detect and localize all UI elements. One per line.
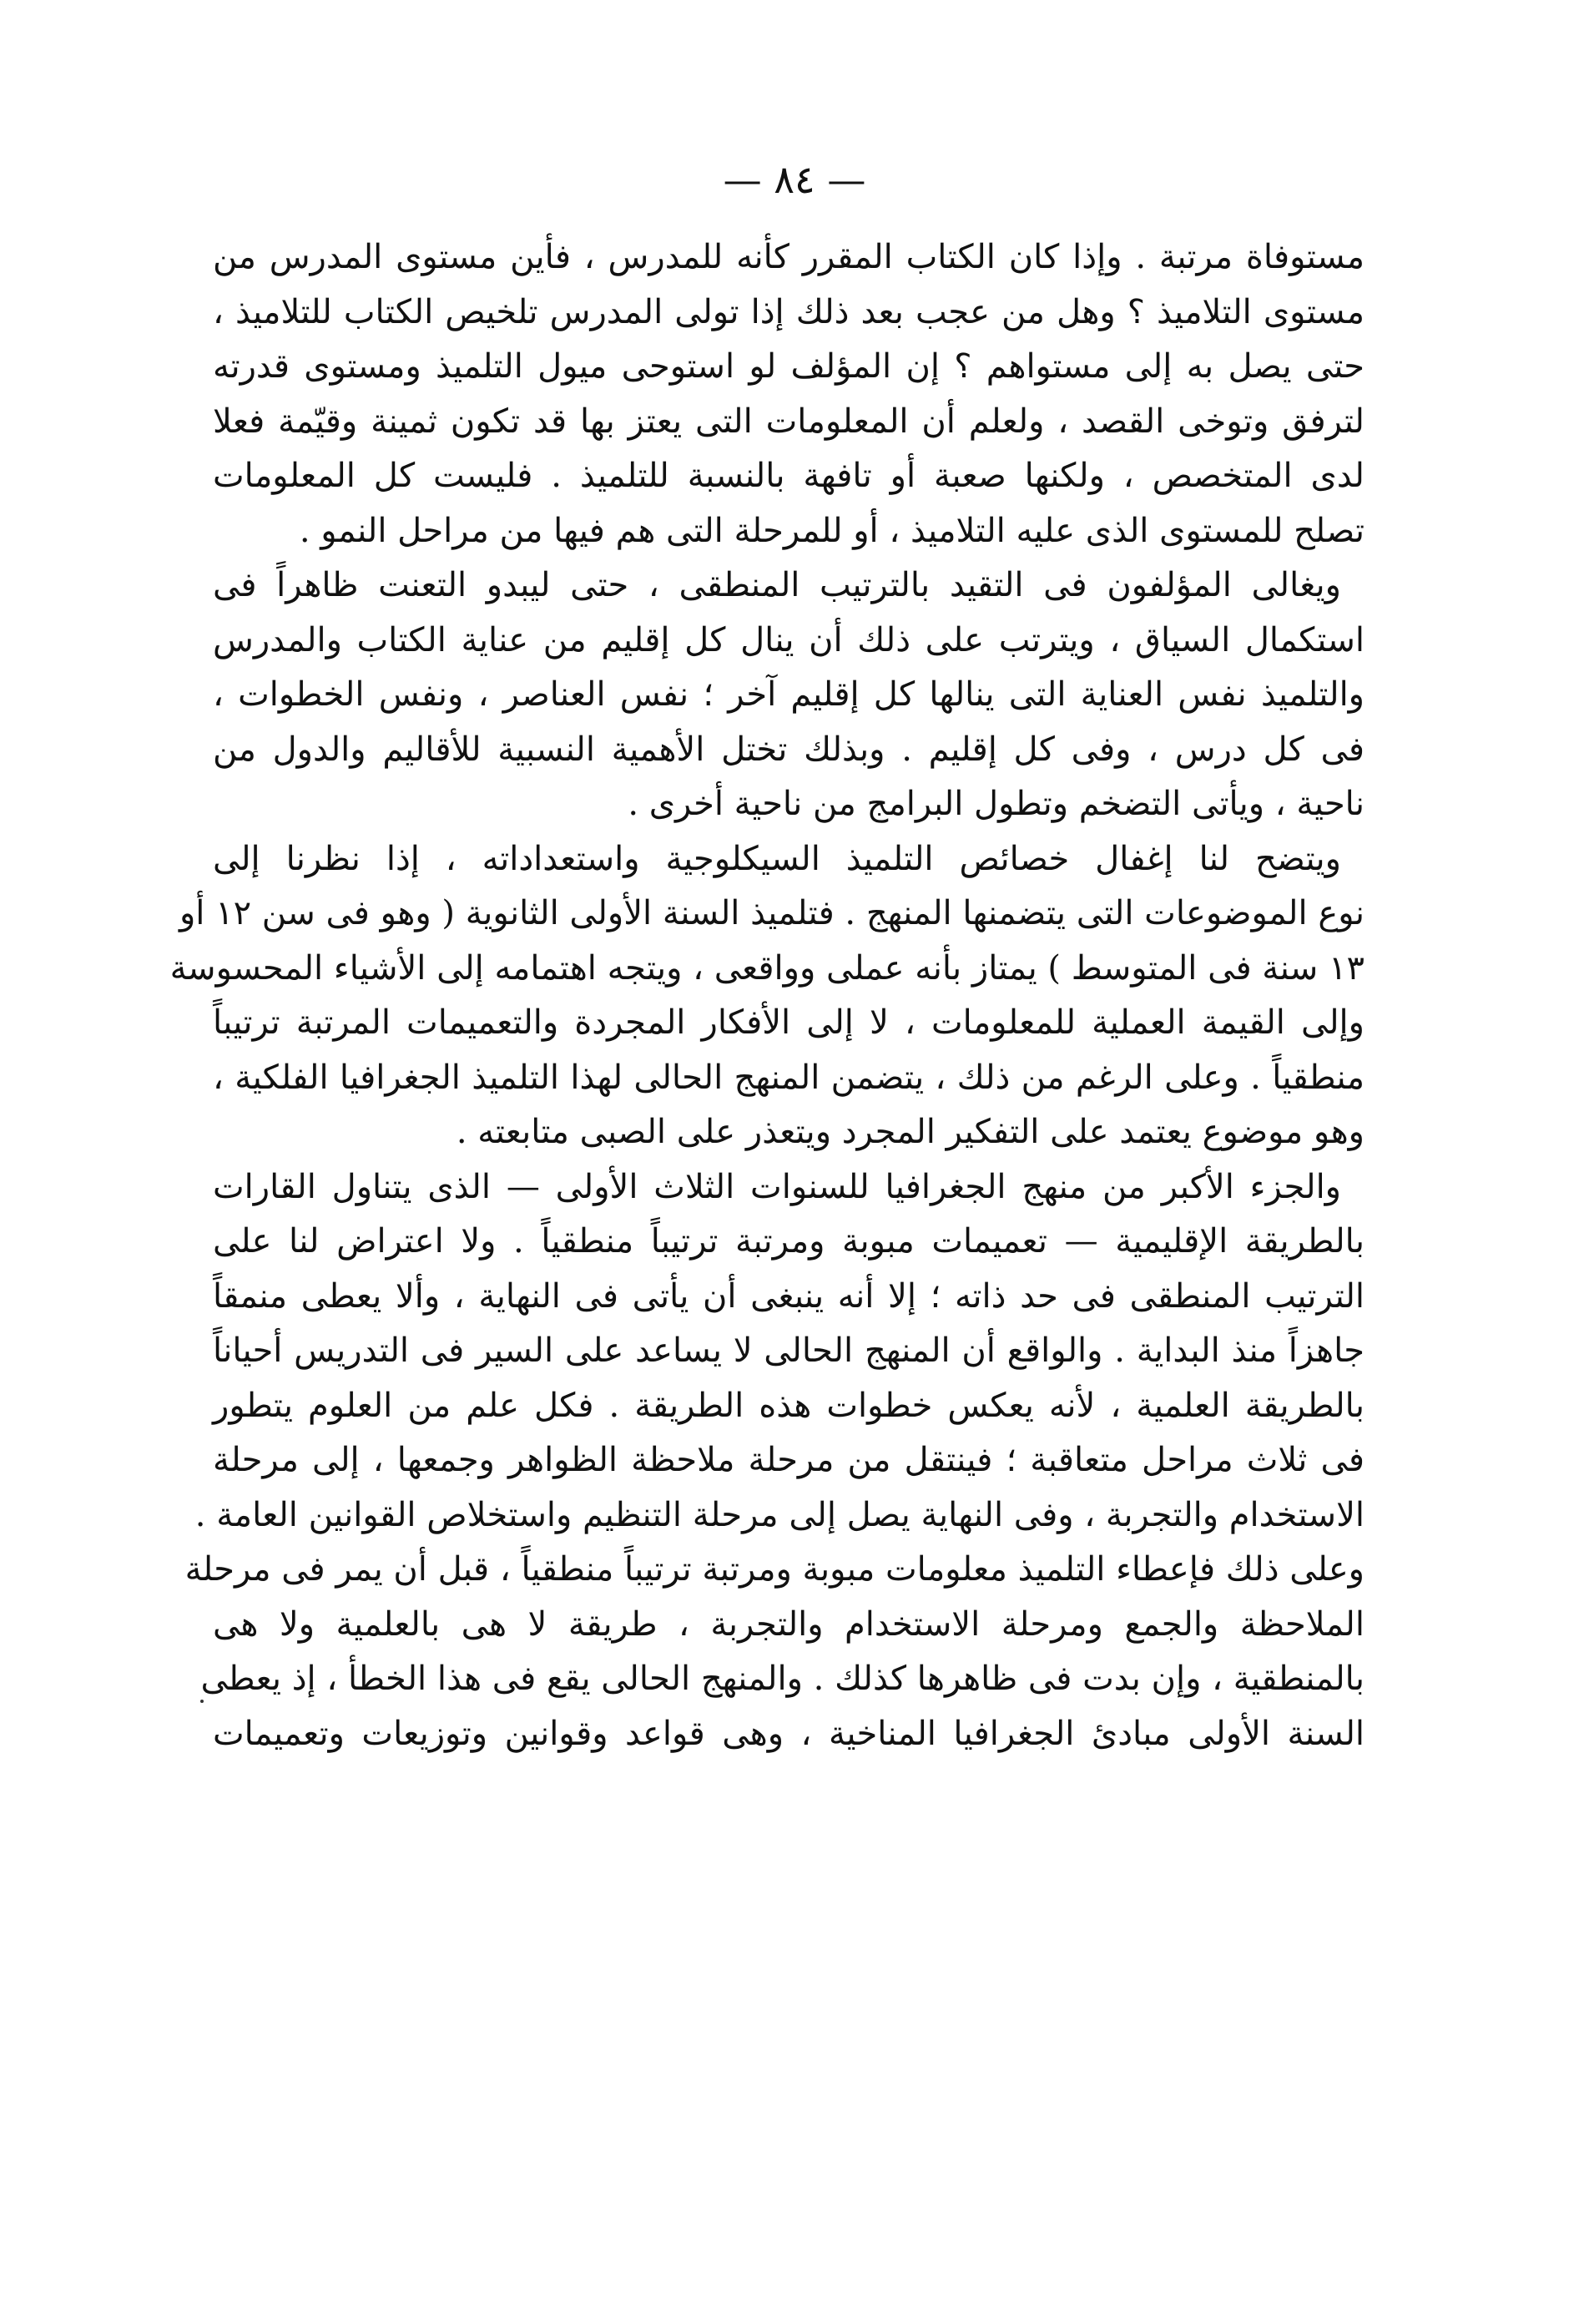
text-line: ناحية ، ويأتى التضخم وتطول البرامج من ناحية أخرى . [628,785,1365,823]
text-line: منطقياً . وعلى الرغم من ذلك ، يتضمن المنهج الحالى لهذا التلميذ الجغرافيا الفلكية ، [213,1058,1365,1097]
paragraph-first-line: ويتضح لنا إغفال خصائص التلميذ السيكلوجية واستعداداته ، إذا نظرنا إلى [213,839,1341,878]
text-line: تصلح للمستوى الذى عليه التلاميذ ، أو للمرحلة التى هم فيها من مراحل النمو . [299,511,1365,550]
text-line: استكمال السياق ، ويترتب على ذلك أن ينال كل إقليم من عناية الكتاب والمدرس [213,620,1365,659]
text-line: مستوفاة مرتبة . وإذا كان الكتاب المقرر كأنه للمدرس ، فأين مستوى المدرس من [213,238,1365,276]
text-line: جاهزاً منذ البداية . والواقع أن المنهج الحالى لا يساعد على السير فى التدريس أحياناً [213,1331,1365,1370]
text-line: وعلى ذلك فإعطاء التلميذ معلومات مبوبة ومرتبة ترتيباً منطقياً ، قبل أن يمر فى مرحلة [184,1550,1365,1589]
text-line: وهو موضوع يعتمد على التفكير المجرد ويتعذر على الصبى متابعته . [456,1113,1365,1151]
text-line: حتى يصل به إلى مستواهم ؟ إن المؤلف لو استوحى ميول التلميذ ومستوى قدرته [213,347,1365,386]
page-number: — ٨٤ — [723,157,866,202]
text-line: فى كل درس ، وفى كل إقليم . وبذلك تختل الأهمية النسبية للأقاليم والدول من [213,730,1365,769]
text-line: وإلى القيمة العملية للمعلومات ، لا إلى الأفكار المجردة والتعميمات المرتبة ترتيباً [213,1003,1365,1042]
text-line: بالطريقة الإقليمية — تعميمات مبوبة ومرتبة ترتيباً منطقياً . ولا اعتراض لنا على [213,1222,1365,1261]
text-line: السنة الأولى مبادئ الجغرافيا المناخية ، وهى قواعد وقوانين وتوزيعات وتعميمات [213,1714,1365,1753]
scan-speck [200,1700,204,1703]
text-line: ١٣ سنة فى المتوسط ) يمتاز بأنه عملى وواقعى ، ويتجه اهتمامه إلى الأشياء المحسوسة [169,948,1365,988]
text-line: الترتيب المنطقى فى حد ذاته ؛ إلا أنه ينبغى أن يأتى فى النهاية ، وألا يعطى منمقاً [213,1276,1365,1316]
text-line: والتلميذ نفس العناية التى ينالها كل إقليم آخر ؛ نفس العناصر ، ونفس الخطوات ، [213,675,1365,714]
text-line: بالطريقة العلمية ، لأنه يعكس خطوات هذه الطريقة . فكل علم من العلوم يتطور [213,1386,1365,1425]
text-line: فى ثلاث مراحل متعاقبة ؛ فينتقل من مرحلة ملاحظة الظواهر وجمعها ، إلى مرحلة [213,1441,1365,1479]
text-line: نوع الموضوعات التى يتضمنها المنهج . فتلميذ السنة الأولى الثانوية ( وهو فى سن ١٢ أو [179,894,1365,932]
text-line: لدى المتخصص ، ولكنها صعبة أو تافهة بالنسبة للتلميذ . فليست كل المعلومات [213,457,1365,495]
text-line: مستوى التلاميذ ؟ وهل من عجب بعد ذلك إذا تولى المدرس تلخيص الكتاب للتلاميذ ، [213,292,1365,331]
text-line: الملاحظة والجمع ومرحلة الاستخدام والتجربة ، طريقة لا هى بالعلمية ولا هى [213,1604,1365,1644]
body-text [169,230,1365,1761]
paragraph-first-line: والجزء الأكبر من منهج الجغرافيا للسنوات الثلاث الأولى — الذى يتناول القارات [213,1167,1341,1206]
text-line: بالمنطقية ، وإن بدت فى ظاهرها كذلك . والمنهج الحالى يقع فى هذا الخطأ ، إذ يعطى [200,1660,1365,1698]
text-line: لترفق وتوخى القصد ، ولعلم أن المعلومات التى يعتز بها قد تكون ثمينة وقيّمة فعلا [213,402,1365,441]
text-line: الاستخدام والتجربة ، وفى النهاية يصل إلى مرحلة التنظيم واستخلاص القوانين العامة . [194,1495,1365,1534]
paragraph-first-line: ويغالى المؤلفون فى التقيد بالترتيب المنطقى ، حتى ليبدو التعنت ظاهراً فى [213,566,1341,604]
